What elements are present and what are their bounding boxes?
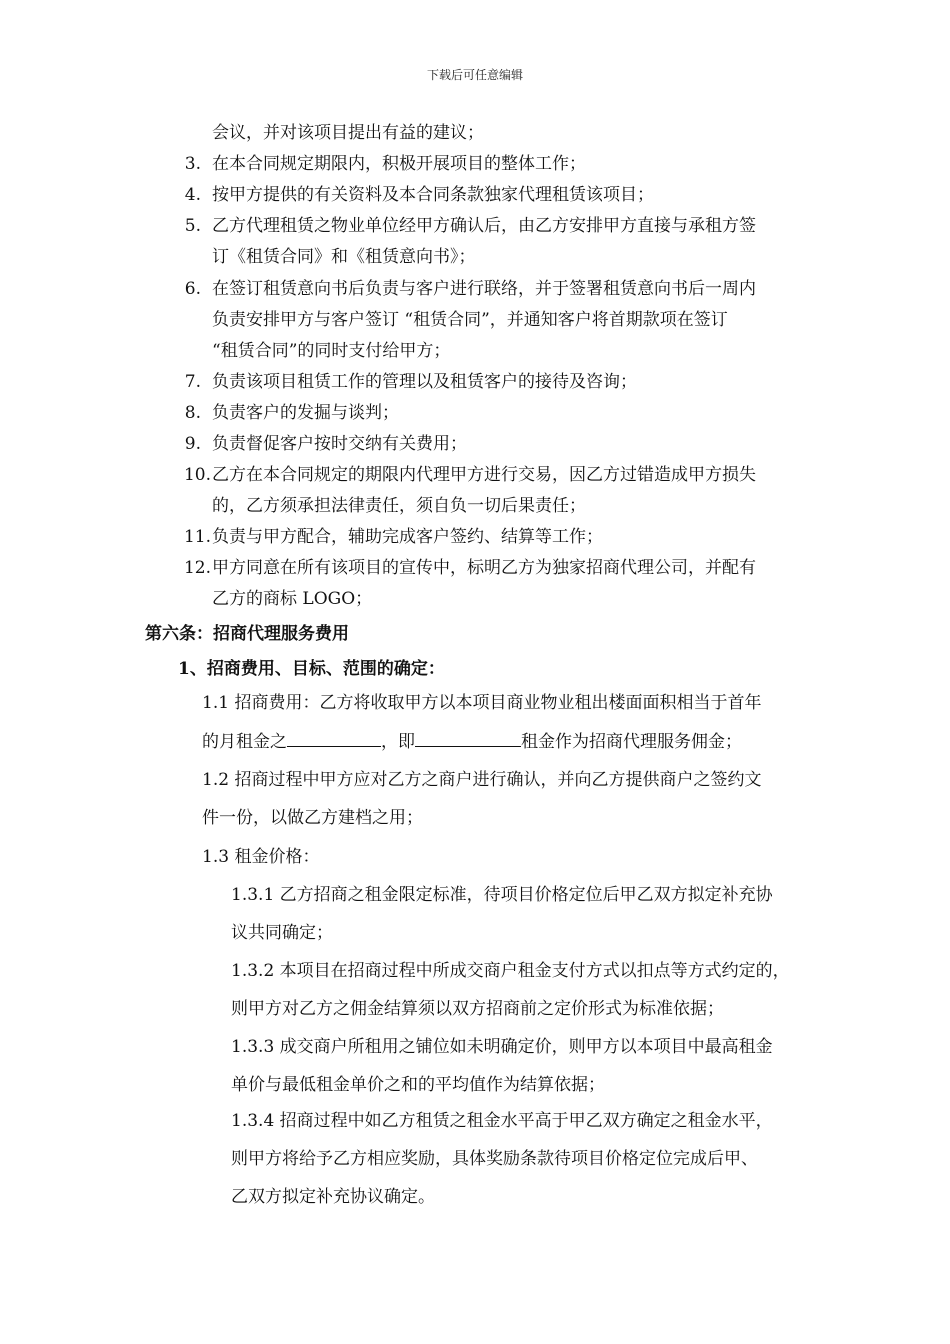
list-item-line: 在本合同规定期限内，积极开展项目的整体工作；: [212, 154, 586, 174]
list-item-number: 5.: [184, 216, 201, 236]
list-item-line: 按甲方提供的有关资料及本合同条款独家代理租赁该项目；: [212, 185, 654, 205]
paragraph-line: 议共同确定；: [231, 923, 333, 943]
list-item-number: 9.: [184, 434, 201, 454]
list-item-number: 8.: [184, 403, 201, 423]
paragraph-line: [202, 730, 742, 753]
list-item-number: 6.: [184, 279, 201, 299]
list-item-line: 负责客户的发掘与谈判；: [212, 403, 399, 423]
paragraph-text: 的月租金之: [202, 732, 287, 752]
list-item-number: 4.: [184, 185, 201, 205]
list-item-line: 负责督促客户按时交纳有关费用；: [212, 434, 467, 454]
paragraph-text: ，即: [381, 732, 415, 752]
list-item-line: 负责与甲方配合，辅助完成客户签约、结算等工作；: [212, 527, 603, 547]
paragraph-line: 乙双方拟定补充协议确定。: [231, 1187, 435, 1207]
list-item-number: 12.: [183, 558, 211, 578]
list-item-line: 乙方的商标 LOGO；: [212, 589, 373, 609]
fill-in-blank[interactable]: [287, 730, 381, 747]
paragraph-text: 租金作为招商代理服务佣金；: [521, 732, 742, 752]
list-item-line: 的，乙方须承担法律责任，须自负一切后果责任；: [212, 496, 586, 516]
list-item-line: 乙方代理租赁之物业单位经甲方确认后，由乙方安排甲方直接与承租方签: [212, 216, 756, 236]
list-item-line: 会议，并对该项目提出有益的建议；: [212, 123, 484, 143]
list-item-line: 乙方在本合同规定的期限内代理甲方进行交易，因乙方过错造成甲方损失: [212, 465, 756, 485]
fill-in-blank[interactable]: [415, 730, 521, 747]
paragraph-line: 件一份，以做乙方建档之用；: [202, 808, 423, 828]
paragraph-line: 则甲方对乙方之佣金结算须以双方招商前之定价形式为标准依据；: [231, 999, 724, 1019]
list-item-line: 负责该项目租赁工作的管理以及租赁客户的接待及咨询；: [212, 372, 637, 392]
list-item-number: 3.: [184, 154, 201, 174]
list-item-line: 在签订租赁意向书后负责与客户进行联络，并于签署租赁意向书后一周内: [212, 279, 756, 299]
page-header: 下载后可任意编辑: [426, 68, 523, 82]
section-heading: 1、招商费用、目标、范围的确定：: [178, 659, 445, 679]
paragraph-line: 1.3.1 乙方招商之租金限定标准，待项目价格定位后甲乙双方拟定补充协: [231, 885, 773, 905]
paragraph-line: 则甲方将给予乙方相应奖励，具体奖励条款待项目价格定位完成后甲、: [231, 1149, 758, 1169]
list-item-line: 订《租赁合同》和《租赁意向书》；: [212, 247, 476, 267]
article-title: 第六条：招商代理服务费用: [145, 624, 349, 644]
paragraph-line: 1.3 租金价格：: [202, 847, 320, 867]
list-item-line: 甲方同意在所有该项目的宣传中，标明乙方为独家招商代理公司，并配有: [212, 558, 756, 578]
list-item-number: 10.: [183, 465, 211, 485]
list-item-line: “租赁合同”的同时支付给甲方；: [212, 341, 451, 361]
list-item-number: 7.: [184, 372, 201, 392]
paragraph-line: 1.3.2 本项目在招商过程中所成交商户租金支付方式以扣点等方式约定的，: [231, 961, 790, 981]
paragraph-line: 1.3.3 成交商户所租用之铺位如未明确定价，则甲方以本项目中最高租金: [231, 1037, 773, 1057]
paragraph-line: 1.3.4 招商过程中如乙方租赁之租金水平高于甲乙双方确定之租金水平，: [231, 1111, 773, 1131]
paragraph-line: 1.2 招商过程中甲方应对乙方之商户进行确认，并向乙方提供商户之签约文: [202, 770, 762, 790]
paragraph-line: 1.1 招商费用：乙方将收取甲方以本项目商业物业租出楼面面积相当于首年: [202, 693, 762, 713]
paragraph-line: 单价与最低租金单价之和的平均值作为结算依据；: [231, 1075, 605, 1095]
list-item-line: 负责安排甲方与客户签订 “租赁合同”，并通知客户将首期款项在签订: [212, 310, 728, 330]
list-item-number: 11.: [183, 527, 211, 547]
